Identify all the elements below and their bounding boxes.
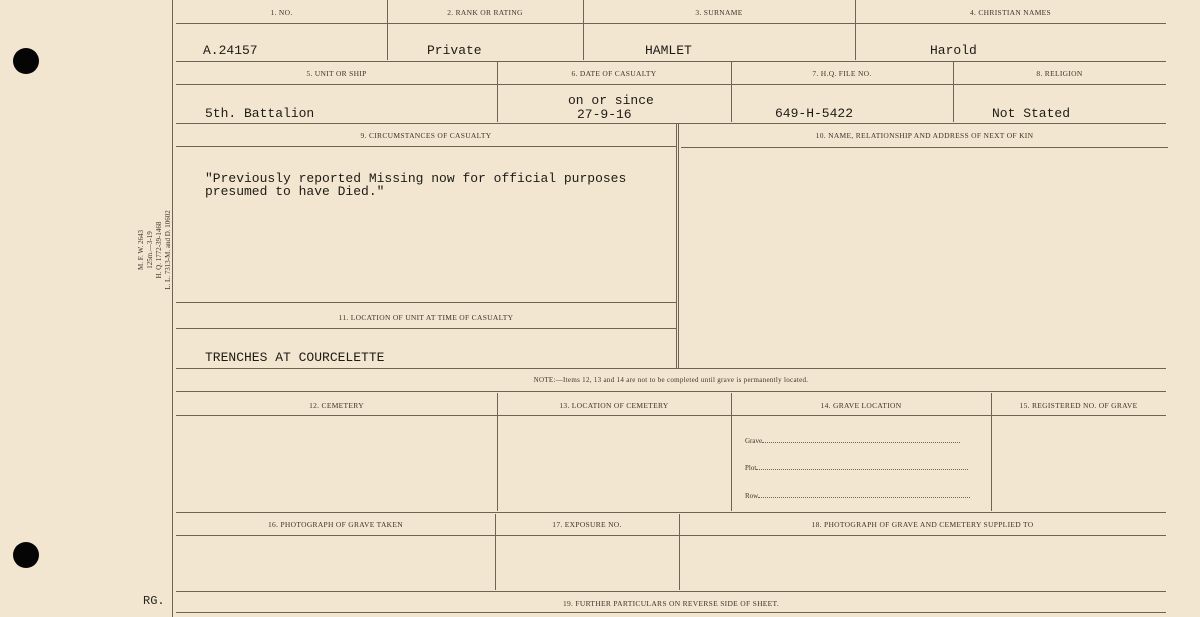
row-field-label: Row [745, 492, 759, 500]
value-no: A.24157 [203, 43, 258, 58]
header-photo-taken: 16. PHOTOGRAPH OF GRAVE TAKEN [268, 520, 403, 529]
divider [676, 124, 677, 368]
header-cemetery: 12. CEMETERY [309, 401, 364, 410]
header-next-of-kin: 10. NAME, RELATIONSHIP AND ADDRESS OF NEXT OF KIN [815, 131, 1034, 140]
value-rank: Private [427, 43, 482, 58]
value-circumstances-line2: presumed to have Died." [205, 184, 385, 199]
divider [176, 328, 676, 329]
value-hq-file: 649-H-5422 [775, 106, 854, 121]
header-circumstances: 9. CIRCUMSTANCES OF CASUALTY [360, 131, 492, 140]
plot-field-label: Plot [745, 464, 757, 472]
note-text: NOTE:—Items 12, 13 and 14 are not to be completed until grave is permanently located. [533, 376, 809, 384]
divider [991, 393, 992, 511]
value-christian-names: Harold [930, 43, 977, 58]
side-line-3: H. Q. 1772-39-1468 [155, 221, 163, 279]
punch-hole-top [13, 48, 39, 74]
divider [176, 591, 1166, 592]
header-religion: 8. RELIGION [1036, 69, 1083, 78]
divider [176, 146, 676, 147]
header-registered-no: 15. REGISTERED NO. OF GRAVE [1019, 401, 1138, 410]
divider [176, 84, 1166, 85]
divider [176, 302, 676, 303]
divider [176, 535, 1166, 536]
value-surname: HAMLET [645, 43, 692, 58]
header-surname: 3. SURNAME [695, 8, 743, 17]
header-unit: 5. UNIT OR SHIP [306, 69, 367, 78]
value-circumstances-line1: "Previously reported Missing now for official purposes [205, 171, 627, 186]
footer-mark: RG. [143, 594, 165, 608]
header-location-unit: 11. LOCATION OF UNIT AT TIME OF CASUALTY [338, 313, 514, 322]
side-line-2: 125m.—3-19 [146, 231, 154, 269]
value-date-line1: on or since [568, 93, 654, 108]
divider [176, 23, 1166, 24]
header-rank: 2. RANK OR RATING [447, 8, 523, 17]
header-christian-names: 4. CHRISTIAN NAMES [969, 8, 1052, 17]
side-line-1: M. F. W. 2643 [137, 230, 145, 270]
header-hq-file: 7. H.Q. FILE NO. [812, 69, 872, 78]
divider [176, 368, 1166, 369]
divider [176, 415, 1166, 416]
divider [176, 61, 1166, 62]
divider [678, 124, 679, 368]
header-no: 1. NO. [270, 8, 293, 17]
header-grave-location: 14. GRAVE LOCATION [820, 401, 902, 410]
plot-field [745, 464, 968, 472]
punch-hole-bottom [13, 542, 39, 568]
value-unit: 5th. Battalion [205, 106, 315, 121]
grave-field-label: Grave [745, 437, 763, 445]
header-further-particulars: 19. FURTHER PARTICULARS ON REVERSE SIDE OF SHEET. [562, 599, 780, 608]
divider [497, 393, 498, 511]
header-exposure: 17. EXPOSURE NO. [552, 520, 622, 529]
header-date: 6. DATE OF CASUALTY [571, 69, 657, 78]
divider [176, 123, 1166, 124]
divider [176, 512, 1166, 513]
divider [176, 612, 1166, 613]
margin-line [172, 0, 173, 617]
header-location-cemetery: 13. LOCATION OF CEMETERY [559, 401, 669, 410]
value-location-unit: TRENCHES AT COURCELETTE [205, 350, 385, 365]
grave-field [745, 437, 960, 445]
divider [176, 391, 1166, 392]
header-photo-supplied: 18. PHOTOGRAPH OF GRAVE AND CEMETERY SUPPLIED TO [811, 520, 1034, 529]
side-line-4: L. L. 7313-M. and D. 10602 [164, 210, 172, 290]
divider [681, 147, 1168, 148]
row-field [745, 492, 970, 500]
value-religion: Not Stated [992, 106, 1071, 121]
divider [731, 393, 732, 511]
value-date-line2: 27-9-16 [577, 107, 632, 122]
